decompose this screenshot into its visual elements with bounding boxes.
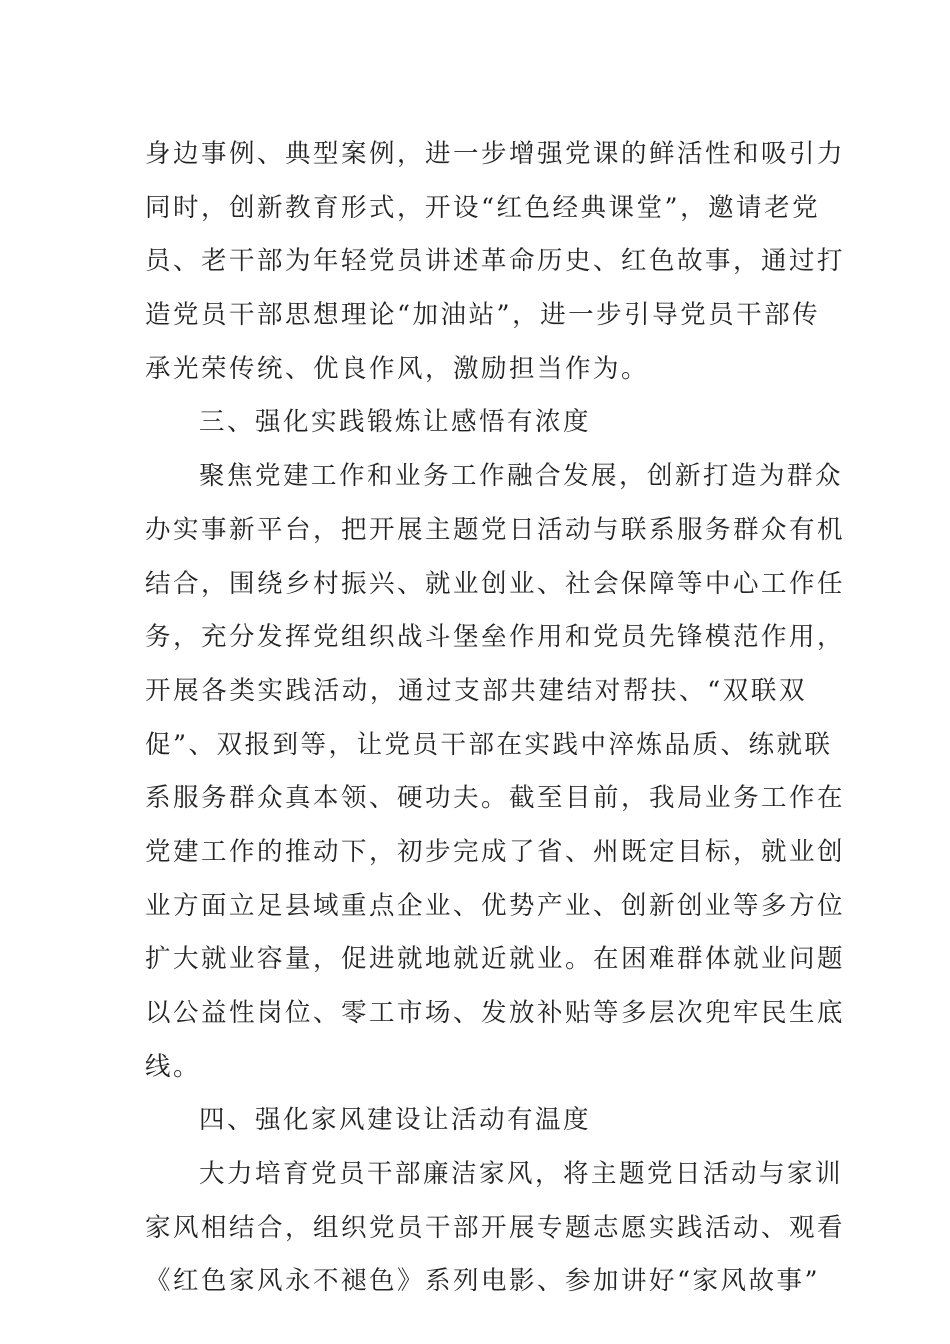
text-line: 促”、双报到等，让党员干部在实践中淬炼品质、练就联 — [145, 729, 833, 760]
text-line: 系服务群众真本领、硬功夫。截至目前，我局业务工作在 — [145, 783, 846, 814]
text-line: 以公益性岗位、零工市场、发放补贴等多层次兜牢民生底 — [145, 998, 846, 1028]
text-line: 扩大就业容量，促进就地就近就业。在困难群体就业问题 — [145, 944, 846, 975]
text-line: 办实事新平台，把开展主题党日活动与联系服务群众有机 — [145, 514, 846, 545]
text-line: 务，充分发挥党组织战斗堡垒作用和党员先锋模范作用， — [145, 622, 846, 653]
text-line: 员、老干部为年轻党员讲述革命历史、红色故事，通过打 — [145, 246, 846, 277]
text-line: 造党员干部思想理论“加油站”，进一步引导党员干部传 — [145, 300, 821, 331]
section-heading: 三、强化实践锻炼让感悟有浓度 — [199, 407, 592, 438]
text-line: 业方面立足县域重点企业、优势产业、创新创业等多方位 — [145, 890, 846, 921]
text-line: 《红色家风永不褪色》系列电影、参加讲好“家风故事” — [145, 1266, 821, 1297]
text-line: 线。 — [145, 1051, 202, 1082]
text-line: 家风相结合，组织党员干部开展专题志愿实践活动、观看 — [145, 1212, 846, 1243]
text-line: 承光荣传统、优良作风，激励担当作为。 — [145, 353, 650, 384]
document-body — [145, 128, 846, 1309]
text-line: 同时，创新教育形式，开设“红色经典课堂”，邀请老党 — [145, 192, 821, 223]
text-line: 开展各类实践活动，通过支部共建结对帮扶、“双联双 — [145, 675, 807, 706]
text-line: 结合，围绕乡村振兴、就业创业、社会保障等中心工作任 — [145, 568, 846, 599]
paragraph-first-line: 大力培育党员干部廉洁家风，将主题党日活动与家训 — [199, 1159, 844, 1190]
section-heading: 四、强化家风建设让活动有温度 — [199, 1105, 592, 1136]
text-line: 身边事例、典型案例，进一步增强党课的鲜活性和吸引力 — [145, 139, 846, 169]
paragraph-first-line: 聚焦党建工作和业务工作融合发展，创新打造为群众 — [199, 461, 844, 492]
text-line: 党建工作的推动下，初步完成了省、州既定目标，就业创 — [145, 836, 846, 867]
